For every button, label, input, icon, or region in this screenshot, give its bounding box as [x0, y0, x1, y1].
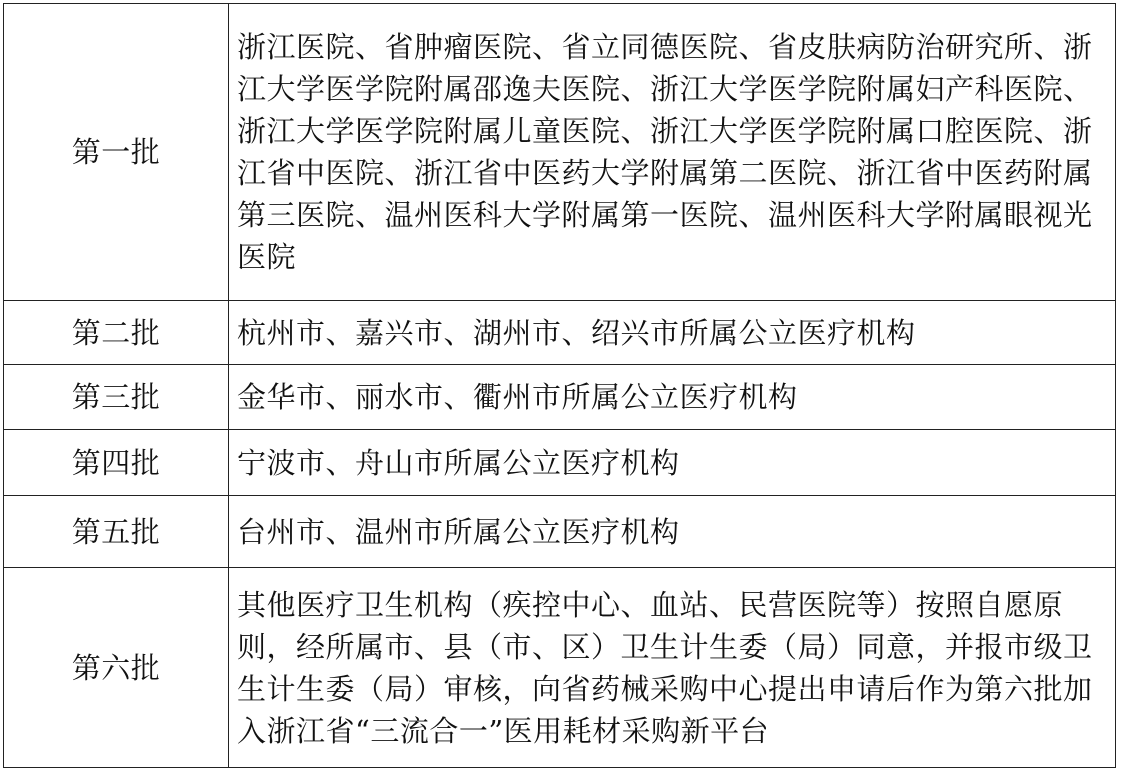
batch-label: 第三批 [4, 365, 229, 430]
batch-institutions: 浙江医院、省肿瘤医院、省立同德医院、省皮肤病防治研究所、浙江大学医学院附属邵逸夫医院、浙江大学医学院附属妇产科医院、浙江大学医学院附属儿童医院、浙江大学医学院附属口腔医院、浙江省中医院、浙江省中医药大学附属第二医院、浙江省中医药附属第三医院、温州医科大学附属第一医院、温州医科大学附属眼视光医院 [229, 4, 1116, 301]
table-row [4, 301, 1116, 365]
batch-table-container [3, 3, 1116, 767]
batch-table [3, 3, 1116, 768]
batch-institutions: 其他医疗卫生机构（疾控中心、血站、民营医院等）按照自愿原则，经所属市、县（市、区）卫生计生委（局）同意，并报市级卫生计生委（局）审核，向省药械采购中心提出申请后作为第六批加入浙江省“三流合一”医用耗材采购新平台 [229, 568, 1116, 768]
table-row [4, 4, 1116, 301]
batch-institutions: 台州市、温州市所属公立医疗机构 [229, 496, 1116, 568]
batch-label: 第六批 [4, 568, 229, 768]
batch-label: 第一批 [4, 4, 229, 301]
table-row [4, 365, 1116, 430]
batch-label: 第二批 [4, 301, 229, 365]
batch-institutions: 金华市、丽水市、衢州市所属公立医疗机构 [229, 365, 1116, 430]
table-row [4, 430, 1116, 496]
table-row [4, 568, 1116, 768]
batch-institutions: 宁波市、舟山市所属公立医疗机构 [229, 430, 1116, 496]
batch-institutions: 杭州市、嘉兴市、湖州市、绍兴市所属公立医疗机构 [229, 301, 1116, 365]
table-row [4, 496, 1116, 568]
batch-label: 第四批 [4, 430, 229, 496]
batch-label: 第五批 [4, 496, 229, 568]
